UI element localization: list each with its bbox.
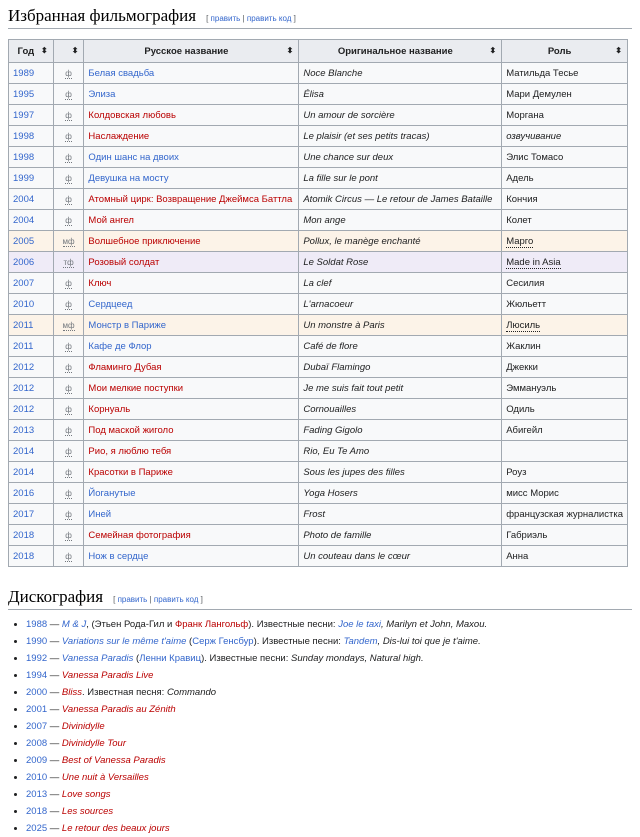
russian-title-cell[interactable] xyxy=(84,126,299,147)
film-link[interactable]: Под маской жиголо xyxy=(88,424,174,436)
type-cell xyxy=(53,462,84,483)
edit-code-link[interactable]: править код xyxy=(246,14,292,23)
role-cell xyxy=(502,105,628,126)
original-title-cell: Pollux, le manège enchanté xyxy=(299,231,502,252)
type-cell xyxy=(53,252,84,273)
year-cell[interactable]: 2004 xyxy=(9,189,54,210)
russian-title-cell[interactable] xyxy=(84,273,299,294)
year-cell[interactable]: 2010 xyxy=(9,294,54,315)
table-row xyxy=(9,315,628,336)
role-text: Габриэль xyxy=(506,529,548,541)
film-link[interactable]: Волшебное приключение xyxy=(88,235,201,247)
role-text: Моргана xyxy=(506,109,544,121)
album-link[interactable]: Vanessa Paradis xyxy=(61,653,134,664)
russian-title-cell[interactable] xyxy=(84,483,299,504)
discography-section xyxy=(0,581,640,837)
year-cell[interactable]: 2012 xyxy=(9,357,54,378)
role-text: Марго xyxy=(506,235,534,247)
sort-icon[interactable]: ⬍ xyxy=(71,46,79,55)
role-cell xyxy=(502,441,628,462)
type-abbr: ф xyxy=(65,68,72,78)
type-cell xyxy=(53,105,84,126)
type-abbr: мф xyxy=(62,320,75,330)
role-text: Роуз xyxy=(506,466,527,478)
column-header-role[interactable]: Роль ⬍ xyxy=(502,40,628,63)
role-text: Мари Демулен xyxy=(506,88,572,100)
year-cell[interactable]: 2004 xyxy=(9,210,54,231)
type-abbr: ф xyxy=(65,446,72,456)
russian-title-cell[interactable] xyxy=(84,294,299,315)
table-row xyxy=(9,357,628,378)
type-abbr: ф xyxy=(65,467,72,477)
film-link[interactable]: Один шанс на двоих xyxy=(88,151,179,163)
role-text: Адель xyxy=(506,172,534,184)
sort-icon[interactable]: ⬍ xyxy=(615,46,622,55)
column-header-original-title[interactable]: Оригинальное название ⬍ xyxy=(299,40,502,63)
year-link[interactable]: 1988 xyxy=(26,619,48,630)
discography-item: • 2001 — Vanessa Paradis au Zénith xyxy=(26,701,640,718)
role-text: Made in Asia xyxy=(506,256,561,268)
russian-title-cell[interactable] xyxy=(84,168,299,189)
filmography-table xyxy=(8,39,628,567)
album-link[interactable]: Les sources xyxy=(61,806,114,817)
year-cell[interactable]: 2011 xyxy=(9,315,54,336)
type-cell xyxy=(53,210,84,231)
edit-link[interactable]: править xyxy=(210,14,241,23)
year-cell[interactable]: 2018 xyxy=(9,546,54,567)
role-cell xyxy=(502,168,628,189)
film-link[interactable]: Семейная фотография xyxy=(88,529,191,541)
album-link[interactable]: Tandem xyxy=(343,636,378,647)
year-cell[interactable]: 2006 xyxy=(9,252,54,273)
song-text: , Dis-lui toi que je t'aime. xyxy=(377,636,481,647)
discography-item: • 2000 — Bliss. Известная песня: Commando xyxy=(26,684,640,701)
original-title-cell: Un monstre à Paris xyxy=(299,315,502,336)
type-abbr: ф xyxy=(65,299,72,309)
original-title-cell: Atomik Circus — Le retour de James Bataille xyxy=(299,189,502,210)
film-link[interactable]: Ключ xyxy=(88,277,112,289)
year-link[interactable]: 2008 xyxy=(26,738,48,749)
role-cell xyxy=(502,147,628,168)
table-row xyxy=(9,147,628,168)
russian-title-cell[interactable] xyxy=(84,462,299,483)
role-cell xyxy=(502,189,628,210)
table-row xyxy=(9,294,628,315)
table-row xyxy=(9,462,628,483)
table-row xyxy=(9,420,628,441)
type-cell xyxy=(53,63,84,84)
type-cell xyxy=(53,441,84,462)
discography-item: • 2008 — Divinidylle Tour xyxy=(26,735,640,752)
film-link[interactable]: Кафе де Флор xyxy=(88,340,152,352)
filmography-heading xyxy=(8,0,632,29)
type-abbr: ф xyxy=(65,341,72,351)
russian-title-cell[interactable] xyxy=(84,315,299,336)
discography-item: • 2018 — Les sources xyxy=(26,803,640,820)
russian-title-cell[interactable] xyxy=(84,147,299,168)
album-link[interactable]: Love songs xyxy=(61,789,111,800)
year-cell[interactable]: 2016 xyxy=(9,483,54,504)
role-cell xyxy=(502,315,628,336)
year-cell[interactable]: 1995 xyxy=(9,84,54,105)
year-link[interactable]: 2013 xyxy=(26,789,48,800)
role-text: Анна xyxy=(506,550,529,562)
russian-title-cell[interactable] xyxy=(84,546,299,567)
role-cell xyxy=(502,378,628,399)
year-link[interactable]: 1994 xyxy=(26,670,48,681)
type-abbr: ф xyxy=(65,278,72,288)
film-link[interactable]: Розовый солдат xyxy=(88,256,160,268)
table-row xyxy=(9,126,628,147)
role-text: Матильда Тесье xyxy=(506,67,579,79)
type-abbr: ф xyxy=(65,89,72,99)
role-cell xyxy=(502,231,628,252)
album-link[interactable]: Le retour des beaux jours xyxy=(61,823,170,834)
original-title-cell: Un amour de sorcière xyxy=(299,105,502,126)
role-cell xyxy=(502,252,628,273)
table-row xyxy=(9,483,628,504)
role-text: Сесилия xyxy=(506,277,545,289)
original-title-cell: Photo de famille xyxy=(299,525,502,546)
sort-icon[interactable]: ⬍ xyxy=(489,46,497,55)
original-title-cell: L'arnacoeur xyxy=(299,294,502,315)
type-cell xyxy=(53,315,84,336)
discography-item: • 2013 — Love songs xyxy=(26,786,640,803)
year-link[interactable]: 1990 xyxy=(26,636,48,647)
filmography-title: Избранная фильмография xyxy=(8,6,197,25)
table-row xyxy=(9,525,628,546)
type-abbr: ф xyxy=(65,530,72,540)
original-title-cell: Un couteau dans le cœur xyxy=(299,546,502,567)
type-cell xyxy=(53,504,84,525)
role-text: Жаклин xyxy=(506,340,541,352)
original-title-cell: Mon ange xyxy=(299,210,502,231)
discography-heading xyxy=(8,581,632,610)
table-row xyxy=(9,546,628,567)
russian-title-cell[interactable] xyxy=(84,105,299,126)
type-abbr: ф xyxy=(65,383,72,393)
table-row xyxy=(9,273,628,294)
edit-section-links: [ править | править код ] xyxy=(206,14,296,23)
year-cell[interactable]: 2013 xyxy=(9,420,54,441)
year-cell[interactable]: 2014 xyxy=(9,462,54,483)
table-row xyxy=(9,168,628,189)
table-row xyxy=(9,378,628,399)
discography-title: Дискография xyxy=(8,587,104,606)
table-row xyxy=(9,252,628,273)
type-abbr: ф xyxy=(65,488,72,498)
film-link[interactable]: Атомный цирк: Возвращение Джеймса Баттла xyxy=(88,193,293,205)
film-link[interactable]: Фламинго Дубая xyxy=(88,361,162,373)
table-header-row xyxy=(9,40,628,63)
type-abbr: ф xyxy=(65,152,72,162)
table-row xyxy=(9,189,628,210)
type-cell xyxy=(53,84,84,105)
column-header-type[interactable] xyxy=(53,40,84,63)
year-cell[interactable]: 2012 xyxy=(9,378,54,399)
original-title-cell: Sous les jupes des filles xyxy=(299,462,502,483)
year-link[interactable]: 1992 xyxy=(26,653,48,664)
type-abbr: ф xyxy=(65,425,72,435)
year-cell[interactable]: 1998 xyxy=(9,147,54,168)
edit-code-link[interactable]: править код xyxy=(153,595,199,604)
discography-item: • 2010 — Une nuit à Versailles xyxy=(26,769,640,786)
role-text: мисс Морис xyxy=(506,487,559,499)
type-cell xyxy=(53,336,84,357)
original-title-cell: Frost xyxy=(299,504,502,525)
sort-icon[interactable]: ⬍ xyxy=(286,46,294,55)
type-cell xyxy=(53,399,84,420)
album-link[interactable]: Joe le taxi xyxy=(338,619,381,630)
table-row xyxy=(9,231,628,252)
type-abbr: ф xyxy=(65,551,72,561)
russian-title-cell[interactable] xyxy=(84,336,299,357)
role-cell xyxy=(502,399,628,420)
film-link[interactable]: Белая свадьба xyxy=(88,67,155,79)
discography-item: • 1988 — M & J, (Этьен Рода-Гил и Франк Лангольф). Известные песни: Joe le taxi, Marilyn et John, Maxou. xyxy=(26,616,640,633)
original-title-cell: Élisa xyxy=(299,84,502,105)
discography-item: • 2025 — Le retour des beaux jours xyxy=(26,820,640,837)
type-cell xyxy=(53,420,84,441)
original-title-cell: Noce Blanche xyxy=(299,63,502,84)
role-cell xyxy=(502,126,628,147)
type-cell xyxy=(53,378,84,399)
discography-item: • 2007 — Divinidylle xyxy=(26,718,640,735)
film-link[interactable]: Колдовская любовь xyxy=(88,109,176,121)
table-row xyxy=(9,105,628,126)
album-link[interactable]: Divinidylle Tour xyxy=(61,738,126,749)
year-cell[interactable]: 2014 xyxy=(9,441,54,462)
russian-title-cell[interactable] xyxy=(84,252,299,273)
column-header-russian-title[interactable]: Русское название ⬍ xyxy=(84,40,299,63)
role-cell xyxy=(502,546,628,567)
album-link[interactable]: Variations sur le même t'aime xyxy=(61,636,187,647)
type-abbr: мф xyxy=(62,236,75,246)
role-cell xyxy=(502,483,628,504)
russian-title-cell[interactable] xyxy=(84,189,299,210)
song-text: , Marilyn et John, Maxou. xyxy=(381,619,488,630)
year-cell[interactable]: 2018 xyxy=(9,525,54,546)
type-cell xyxy=(53,126,84,147)
table-row xyxy=(9,336,628,357)
role-cell xyxy=(502,504,628,525)
original-title-cell: Rio, Eu Te Amo xyxy=(299,441,502,462)
person-link[interactable]: Ленни Кравиц xyxy=(139,653,202,664)
year-cell[interactable]: 2011 xyxy=(9,336,54,357)
role-cell xyxy=(502,420,628,441)
original-title-cell: Yoga Hosers xyxy=(299,483,502,504)
discography-item: • 1992 — Vanessa Paradis (Ленни Кравиц). Известные песни: Sunday mondays, Natural high. xyxy=(26,650,640,667)
russian-title-cell[interactable] xyxy=(84,441,299,462)
original-title-cell: Le plaisir (et ses petits tracas) xyxy=(299,126,502,147)
original-title-cell: Le Soldat Rose xyxy=(299,252,502,273)
type-cell xyxy=(53,483,84,504)
type-cell xyxy=(53,168,84,189)
type-cell xyxy=(53,525,84,546)
song-text: Sunday mondays, Natural high. xyxy=(291,653,424,664)
role-text: Колет xyxy=(506,214,532,226)
original-title-cell: Une chance sur deux xyxy=(299,147,502,168)
role-text: французская журналистка xyxy=(506,508,623,520)
original-title-cell: La clef xyxy=(299,273,502,294)
role-cell xyxy=(502,84,628,105)
film-link[interactable]: Иней xyxy=(88,508,112,520)
type-abbr: ф xyxy=(65,215,72,225)
album-link[interactable]: Vanessa Paradis Live xyxy=(61,670,154,681)
type-abbr: ф xyxy=(65,404,72,414)
role-text: Джекки xyxy=(506,361,538,373)
original-title-cell: Fading Gigolo xyxy=(299,420,502,441)
year-link[interactable]: 2001 xyxy=(26,704,48,715)
role-cell xyxy=(502,462,628,483)
album-link[interactable]: Best of Vanessa Paradis xyxy=(61,755,166,766)
russian-title-cell[interactable] xyxy=(84,84,299,105)
type-abbr: ф xyxy=(65,362,72,372)
role-cell xyxy=(502,273,628,294)
role-text: Абигейл xyxy=(506,424,543,436)
film-link[interactable]: Красотки в Париже xyxy=(88,466,173,478)
role-text: Элис Томасо xyxy=(506,151,564,163)
original-title-cell: Je me suis fait tout petit xyxy=(299,378,502,399)
role-text: Эммануэль xyxy=(506,382,557,394)
type-abbr: ф xyxy=(65,194,72,204)
album-link[interactable]: Vanessa Paradis au Zénith xyxy=(61,704,176,715)
role-cell xyxy=(502,63,628,84)
table-row xyxy=(9,441,628,462)
edit-link[interactable]: править xyxy=(117,595,148,604)
film-link[interactable]: Йоганутые xyxy=(88,487,136,499)
type-cell xyxy=(53,189,84,210)
film-link[interactable]: Нож в сердце xyxy=(88,550,149,562)
role-cell xyxy=(502,294,628,315)
type-abbr: ф xyxy=(65,110,72,120)
sort-icon[interactable]: ⬍ xyxy=(41,46,48,55)
russian-title-cell[interactable] xyxy=(84,210,299,231)
year-link[interactable]: 2018 xyxy=(26,806,48,817)
table-row xyxy=(9,399,628,420)
year-cell[interactable]: 1989 xyxy=(9,63,54,84)
filmography-rows xyxy=(9,63,628,567)
role-cell xyxy=(502,357,628,378)
role-cell xyxy=(502,210,628,231)
film-link[interactable]: Мой ангел xyxy=(88,214,134,226)
russian-title-cell[interactable] xyxy=(84,357,299,378)
russian-title-cell[interactable] xyxy=(84,420,299,441)
role-text: Жюльетт xyxy=(506,298,547,310)
year-cell[interactable]: 2005 xyxy=(9,231,54,252)
edit-section-links: [ править | править код ] xyxy=(113,595,203,604)
russian-title-cell[interactable] xyxy=(84,525,299,546)
song-text: Commando xyxy=(166,687,217,698)
type-abbr: ф xyxy=(65,131,72,141)
film-link[interactable]: Наслаждение xyxy=(88,130,150,142)
russian-title-cell[interactable] xyxy=(84,63,299,84)
column-header-year[interactable]: Год ⬍ xyxy=(9,40,54,63)
album-link[interactable]: Divinidylle xyxy=(61,721,105,732)
original-title-cell: Cornouailles xyxy=(299,399,502,420)
year-link[interactable]: 2010 xyxy=(26,772,48,783)
russian-title-cell[interactable] xyxy=(84,399,299,420)
type-cell xyxy=(53,294,84,315)
russian-title-cell[interactable] xyxy=(84,504,299,525)
role-cell xyxy=(502,525,628,546)
year-cell[interactable]: 2012 xyxy=(9,399,54,420)
album-link[interactable]: Une nuit à Versailles xyxy=(61,772,149,783)
album-link[interactable]: M & J xyxy=(61,619,87,630)
film-link[interactable]: Мои мелкие поступки xyxy=(88,382,184,394)
year-link[interactable]: 2025 xyxy=(26,823,48,834)
discography-list xyxy=(0,616,640,837)
film-link[interactable]: Корнуаль xyxy=(88,403,131,415)
discography-item: • 1990 — Variations sur le même t'aime (Серж Генсбур). Известные песни: Tandem, Dis-lui toi que je t'aime. xyxy=(26,633,640,650)
role-text: Одиль xyxy=(506,403,535,415)
discography-item: • 1994 — Vanessa Paradis Live xyxy=(26,667,640,684)
film-link[interactable]: Монстр в Париже xyxy=(88,319,167,331)
table-row xyxy=(9,504,628,525)
type-cell xyxy=(53,357,84,378)
table-row xyxy=(9,63,628,84)
year-cell[interactable]: 1998 xyxy=(9,126,54,147)
role-text: Люсиль xyxy=(506,319,541,331)
original-title-cell: Dubaï Flamingo xyxy=(299,357,502,378)
type-cell xyxy=(53,231,84,252)
table-row xyxy=(9,210,628,231)
type-cell xyxy=(53,273,84,294)
role-cell xyxy=(502,336,628,357)
year-link[interactable]: 2007 xyxy=(26,721,48,732)
type-cell xyxy=(53,147,84,168)
russian-title-cell[interactable] xyxy=(84,378,299,399)
film-link[interactable]: Девушка на мосту xyxy=(88,172,169,184)
album-link[interactable]: Bliss xyxy=(61,687,82,698)
year-cell[interactable]: 1999 xyxy=(9,168,54,189)
original-title-cell: La fille sur le pont xyxy=(299,168,502,189)
type-cell xyxy=(53,546,84,567)
table-row xyxy=(9,84,628,105)
type-abbr: ф xyxy=(65,173,72,183)
year-cell[interactable]: 2017 xyxy=(9,504,54,525)
type-abbr: тф xyxy=(63,257,74,267)
person-link[interactable]: Серж Генсбур xyxy=(192,636,254,647)
film-link[interactable]: Сердцеед xyxy=(88,298,133,310)
russian-title-cell[interactable] xyxy=(84,231,299,252)
discography-item: • 2009 — Best of Vanessa Paradis xyxy=(26,752,640,769)
year-link[interactable]: 2009 xyxy=(26,755,48,766)
person-link[interactable]: Франк Лангольф xyxy=(175,619,249,630)
original-title-cell: Café de flore xyxy=(299,336,502,357)
role-text: Кончия xyxy=(506,193,538,205)
year-cell[interactable]: 2007 xyxy=(9,273,54,294)
year-cell[interactable]: 1997 xyxy=(9,105,54,126)
film-link[interactable]: Рио, я люблю тебя xyxy=(88,445,172,457)
role-text: озвучивание xyxy=(506,130,562,142)
year-link[interactable]: 2000 xyxy=(26,687,48,698)
type-abbr: ф xyxy=(65,509,72,519)
film-link[interactable]: Элиза xyxy=(88,88,116,100)
